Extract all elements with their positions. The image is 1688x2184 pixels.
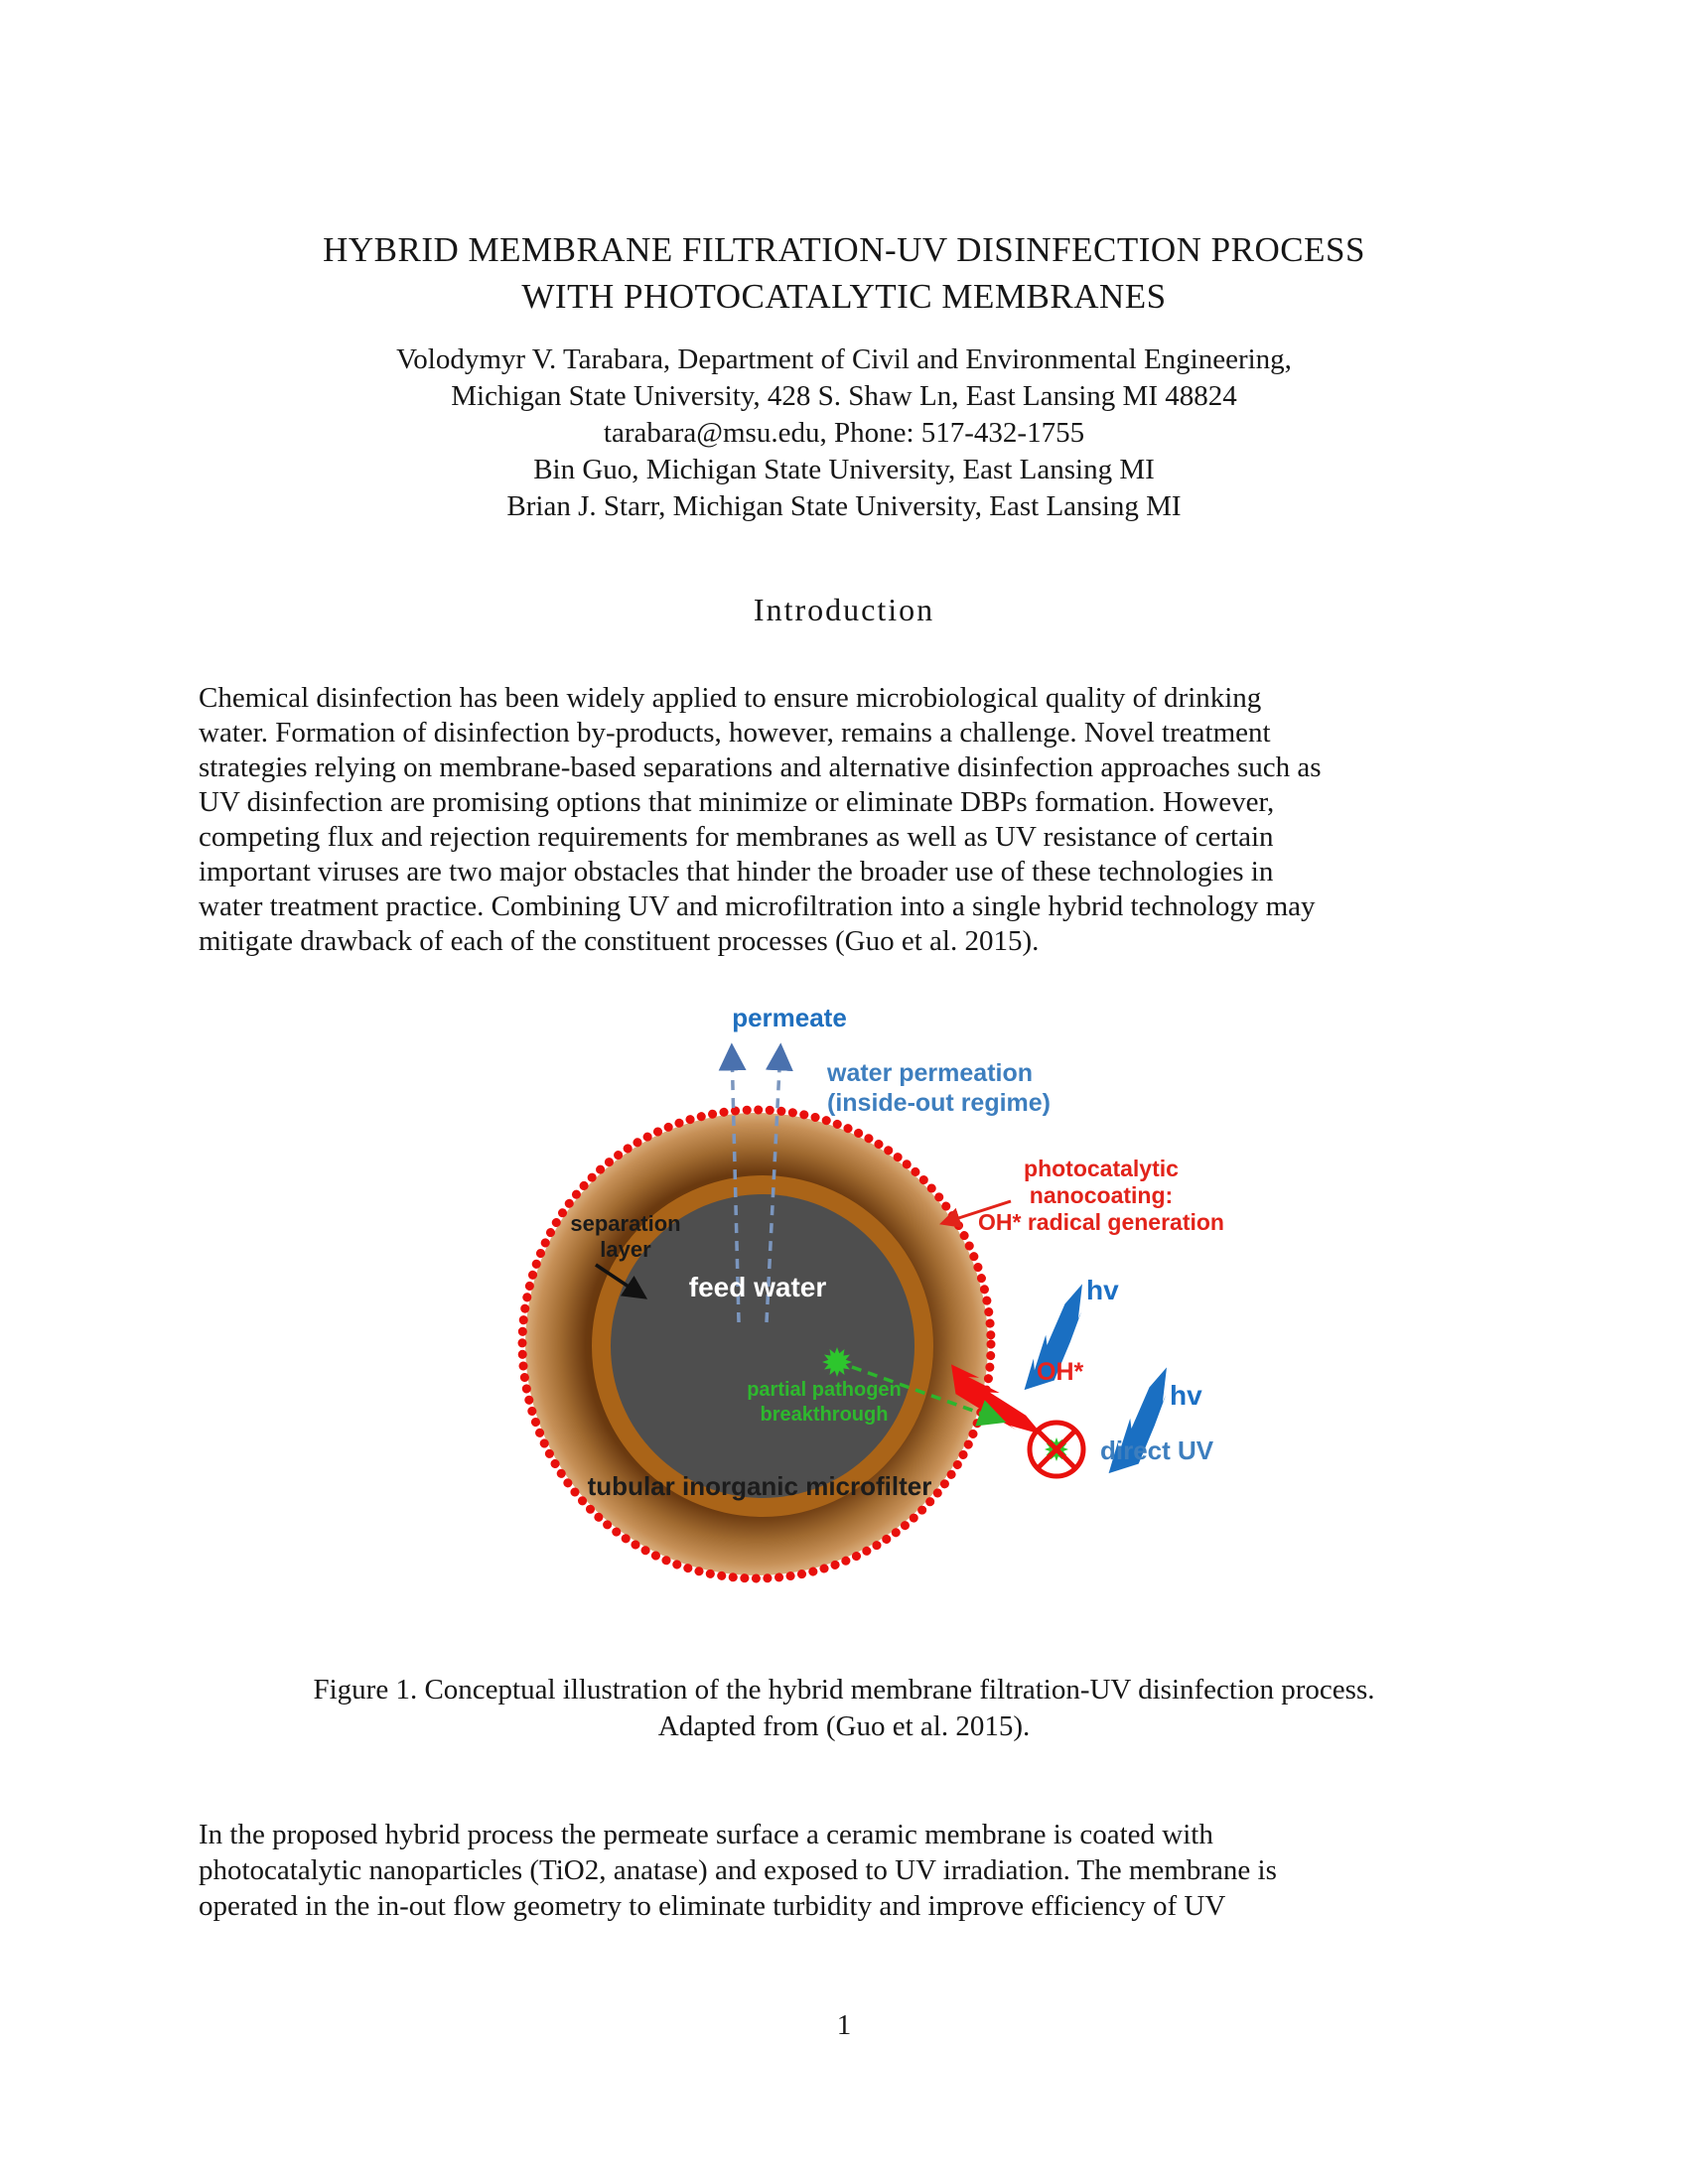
paragraph-line: Chemical disinfection has been widely applied to ensure microbiological quality of drinking [199,682,1262,714]
feed-water-label: feed water [688,1272,827,1302]
title-line-1: HYBRID MEMBRANE FILTRATION-UV DISINFECTION PROCESS [323,230,1365,269]
author-line: Volodymyr V. Tarabara, Department of Civil and Environmental Engineering, [396,343,1292,375]
pathogen-breakthrough-label: partial pathogen breakthrough [747,1379,902,1426]
author-line: tarabara@msu.edu, Phone: 517-432-1755 [603,417,1085,449]
paragraph-line: UV disinfection are promising options that minimize or eliminate DBPs formation. However, [199,786,1275,818]
intro-paragraph [199,681,1499,959]
paragraph-line: water. Formation of disinfection by-products, however, remains a challenge. Novel treatment [199,717,1271,749]
author-line: Michigan State University, 428 S. Shaw Ln, East Lansing MI 48824 [451,380,1237,412]
paragraph-line: mitigate drawback of each of the constituent processes (Guo et al. 2015). [199,925,1040,957]
caption-line: Adapted from (Guo et al. 2015). [657,1710,1031,1742]
title-line-2: WITH PHOTOCATALYTIC MEMBRANES [521,277,1167,316]
paragraph-line: operated in the in-out flow geometry to eliminate turbidity and improve efficiency of UV [199,1890,1226,1922]
permeate-label: permeate [732,1003,847,1032]
paper-title [0,226,1688,320]
separation-layer-label: separation layer [570,1211,681,1262]
hv-label: hv [1170,1380,1202,1411]
crossed-pathogen-icon [1030,1423,1083,1476]
body-paragraph [199,1817,1499,1924]
figure-caption [0,1672,1688,1745]
hv-label: hv [1086,1275,1119,1305]
author-line: Bin Guo, Michigan State University, East Lansing MI [533,454,1155,485]
paragraph-line: strategies relying on membrane-based separations and alternative disinfection approaches such as [199,751,1322,783]
paragraph-line: important viruses are two major obstacles that hinder the broader use of these technologies in [199,856,1274,887]
caption-line: Figure 1. Conceptual illustration of the hybrid membrane filtration-UV disinfection process. [313,1674,1375,1706]
figure-1 [0,973,1688,1668]
paragraph-line: In the proposed hybrid process the permeate surface a ceramic membrane is coated with [199,1819,1213,1850]
oh-radical-label: OH* [1037,1358,1084,1386]
water-permeation-label: water permeation (inside-out regime) [827,1059,1052,1117]
page-number: 1 [836,2009,852,2041]
microfilter-label: tubular inorganic microfilter [587,1471,932,1501]
direct-uv-label: direct UV [1100,1435,1214,1465]
paragraph-line: competing flux and rejection requirements for membranes as well as UV resistance of certain [199,821,1274,853]
author-line: Brian J. Starr, Michigan State University, East Lansing MI [506,490,1182,522]
nanocoating-label: photocatalytic nanocoating: OH* radical generation [978,1156,1224,1235]
paragraph-line: water treatment practice. Combining UV and microfiltration into a single hybrid technology may [199,890,1316,922]
section-heading: Introduction [753,592,935,627]
author-block [0,341,1688,525]
paragraph-line: photocatalytic nanoparticles (TiO2, anatase) and exposed to UV irradiation. The membrane is [199,1854,1277,1886]
